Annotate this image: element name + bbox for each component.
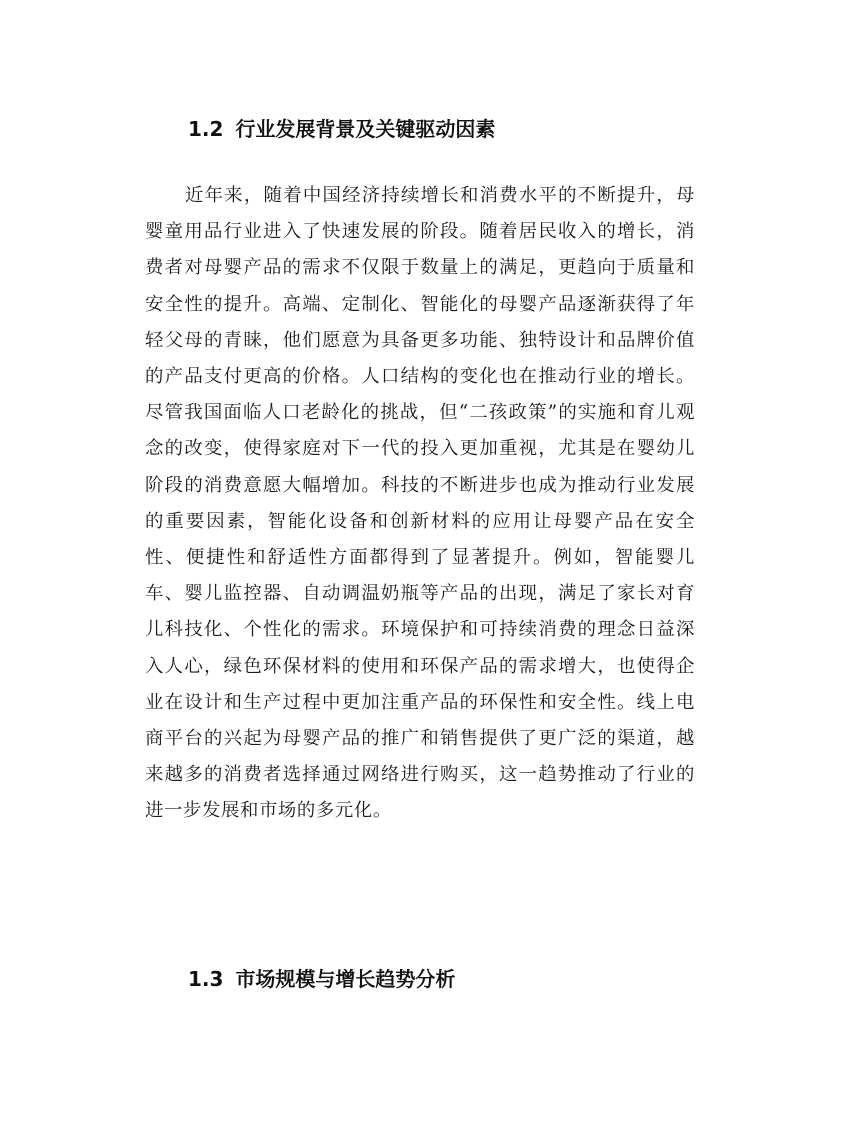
section-number: 1.2 — [188, 117, 224, 141]
section-title: 行业发展背景及关键驱动因素 — [235, 117, 496, 141]
section-heading-1-2 — [188, 116, 495, 142]
section-heading-1-3 — [188, 966, 455, 992]
section-number: 1.3 — [188, 967, 224, 991]
section-title: 市场规模与增长趋势分析 — [235, 967, 456, 991]
body-paragraph: 近年来，随着中国经济持续增长和消费水平的不断提升，母婴童用品行业进入了快速发展的阶段。随着居民收入的增长，消费者对母婴产品的需求不仅限于数量上的满足，更趋向于质量和安全性的提升。高端、定制化、智能化的母婴产品逐渐获得了年轻父母的青睐，他们愿意为具备更多功能、独特设计和品牌价值的产品支付更高的价格。人口结构的变化也在推动行业的增长。尽管我国面临人口老龄化的挑战，但“二孩政策”的实施和育儿观念的改变，使得家庭对下一代的投入更加重视，尤其是在婴幼儿阶段的消费意愿大幅增加。科技的不断进步也成为推动行业发展的重要因素，智能化设备和创新材料的应用让母婴产品在安全性、便捷性和舒适性方面都得到了显著提升。例如，智能婴儿车、婴儿监控器、自动调温奶瓶等产品的出现，满足了家长对育儿科技化、个性化的需求。环境保护和可持续消费的理念日益深入人心，绿色环保材料的使用和环保产品的需求增大，也使得企业在设计和生产过程中更加注重产品的环保性和安全性。线上电商平台的兴起为母婴产品的推广和销售提供了更广泛的渠道，越来越多的消费者选择通过网络进行购买，这一趋势推动了行业的进一步发展和市场的多元化。 — [145, 185, 695, 822]
